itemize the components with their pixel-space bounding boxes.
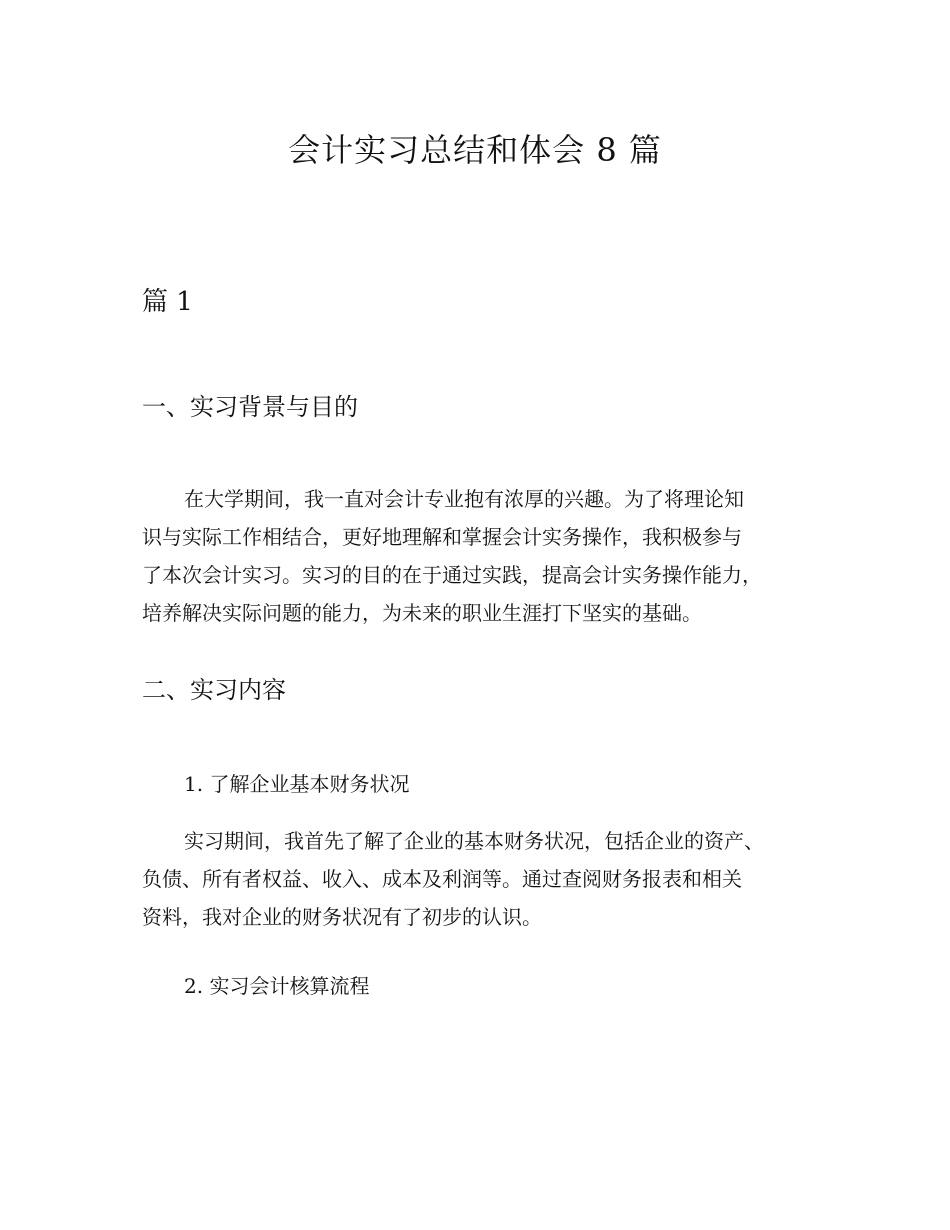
paragraph-line: 负债、所有者权益、收入、成本及利润等。通过查阅财务报表和相关 (142, 867, 742, 891)
paragraph-financial-status (142, 822, 832, 936)
paragraph-line: 培养解决实际问题的能力，为未来的职业生涯打下坚实的基础。 (142, 601, 702, 625)
subsection-title-financial-status: 1. 了解企业基本财务状况 (184, 772, 410, 796)
section-heading-background: 一、实习背景与目的 (142, 393, 358, 421)
paragraph-line: 在大学期间，我一直对会计专业抱有浓厚的兴趣。为了将理论知 (184, 487, 744, 511)
paragraph-line: 识与实际工作相结合，更好地理解和掌握会计实务操作，我积极参与 (142, 525, 742, 549)
paragraph-line: 实习期间，我首先了解了企业的基本财务状况，包括企业的资产、 (184, 829, 764, 853)
paragraph-background (142, 480, 832, 632)
document-title: 会计实习总结和体会 8 篇 (288, 131, 662, 169)
subsection-title-accounting-process: 2. 实习会计核算流程 (184, 974, 370, 998)
part-heading: 篇 1 (142, 287, 193, 317)
paragraph-line: 了本次会计实习。实习的目的在于通过实践，提高会计实务操作能力， (142, 563, 762, 587)
section-heading-content: 二、实习内容 (142, 676, 286, 704)
paragraph-line: 资料，我对企业的财务状况有了初步的认识。 (142, 905, 542, 929)
